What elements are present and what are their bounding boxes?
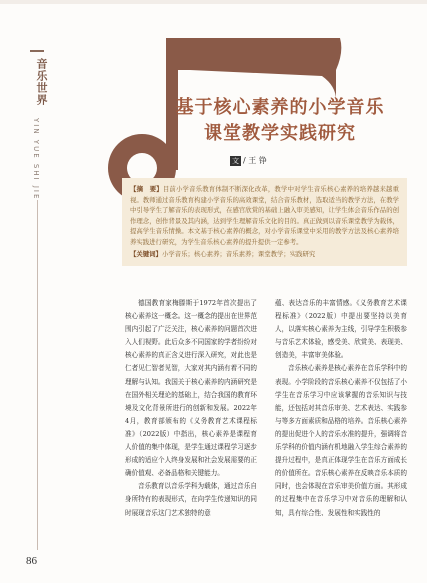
- abstract-label: 【摘 要】: [130, 185, 163, 193]
- author-row: [230, 155, 267, 166]
- keywords-text: 小学音乐；核心素养；音乐素养；课堂教学；实践研究: [161, 249, 316, 258]
- body-column-right: [275, 297, 407, 520]
- side-divider: [37, 200, 38, 550]
- title-line-1: 基于核心素养的小学音乐: [175, 97, 385, 118]
- section-mark: [30, 50, 44, 52]
- author-name: / 王 铮: [243, 156, 267, 165]
- note-flag: [172, 38, 341, 100]
- body-column-left: [125, 297, 257, 520]
- body-paragraph: 音乐教育以音乐学科为载体，通过音乐自身所特有的表现形式，在向学生传递知识的同时展现音乐这门艺术独特的意: [125, 482, 257, 517]
- abstract-text: 目前小学音乐教育体制不断深化改革，教学中对学生音乐核心素养的培养越来越重视。教师通过音乐教育构建小学音乐的高效课堂，结合音乐教材，选取适当的教学方法，在教学中引导学生了解音乐的表现形式，在感官欣赏的基础上融入审美感知，让学生体会音乐作品的创作理念，创作背景及其内涵，达到学生理解音乐文化的目的。真正做到以音乐课堂教学为载体，提高学生音乐情操。本文基于核心素养的概念，对小学音乐课堂中采用的教学方法及核心素养培养实践进行研究，为学生音乐核心素养的提升提供一定参考。: [130, 185, 400, 246]
- article-title: [155, 95, 405, 147]
- author-tag: 文: [232, 157, 239, 165]
- abstract-box: [122, 178, 407, 266]
- title-line-2: 课堂教学实践研究: [204, 123, 356, 144]
- top-rule: [0, 0, 427, 4]
- keywords-row: [130, 249, 399, 260]
- keywords-label: 【关键词】: [130, 249, 162, 258]
- body-paragraph: 音乐核心素养是核心素养在音乐学科中的表现。小学阶段的音乐核心素养不仅包括了小学生在音乐学习中应该掌握的音乐知识与技能，还包括对其音乐审美、艺术表达、实践参与等多方面素质和品格的培养。音乐核心素养的提出促进个人的音乐水准的提升，强调将音乐学科的价值内涵有机地融入学生综合素养的提升过程中，是真正体现学生在音乐方面成长的价值所在。音乐核心素养在反映音乐本质的同时，也会体现在音乐审美价值方面。其形成的过程集中在音乐学习中对音乐的理解和认知，具有综合性、发展性和实践性的: [275, 364, 407, 517]
- body-paragraph: 蕴、表达音乐的丰富情感。《义务教育艺术课程标准》（2022版）中提出要坚持以美育人，以落实核心素养为主线，引导学生积极参与音乐艺术体验，感受美、欣赏美、表现美、创造美，丰富审美体验。: [275, 299, 407, 360]
- abstract-paragraph: [130, 184, 399, 248]
- body-paragraph: 德国教育家梅滕斯于1972年首次提出了核心素养这一概念。这一概念的提出在世界范围内引起了广泛关注，核心素养的问题首次进入人们视野。此后众多不同国家的学者纷纷对核心素养的真正含义进行深入研究，对此也是仁者见仁智者见智，大家对其内涵有着不同的理解与认知。我国关于核心素养的内涵研究是在国外相关理论的基础上，结合我国的教育环境及文化背景所进行的创新和发展。2022年4月，教育部颁布的《义务教育艺术课程标准》（2022版）中指出，核心素养是课程育人价值的集中体现，是学生通过课程学习逐步形成的适应个人终身发展和社会发展需要的正确价值观、必备品格和关键能力。: [125, 299, 257, 478]
- section-title: 音乐世界: [35, 58, 48, 106]
- page-number: 86: [26, 555, 37, 567]
- section-pinyin: YIN YUE SHI JIE: [32, 118, 40, 201]
